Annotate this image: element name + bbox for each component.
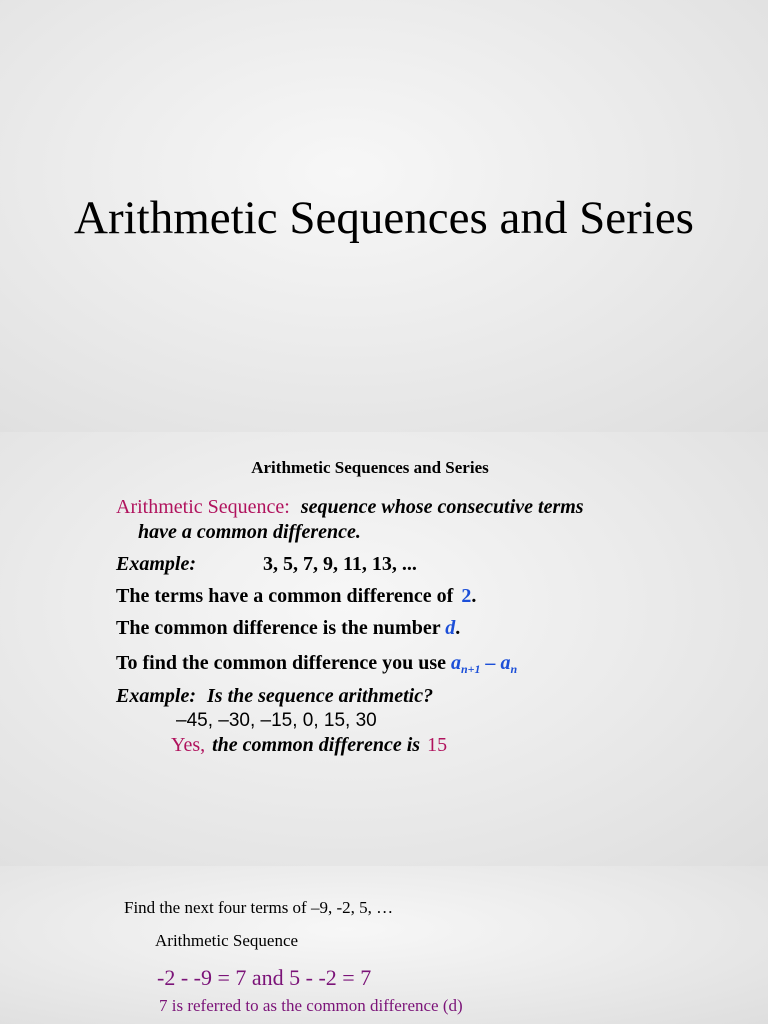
- example-2-terms: –45, –30, –15, 0, 15, 30: [176, 710, 377, 731]
- example-question: Is the sequence arithmetic?: [207, 685, 434, 707]
- answer-value: 15: [427, 734, 448, 756]
- example-label: Example:: [116, 553, 196, 575]
- answer-text: the common difference is: [212, 734, 421, 756]
- answer-line: [171, 733, 447, 757]
- slide-title: Arithmetic Sequences and Series: [74, 192, 694, 244]
- common-difference-text: The terms have a common difference of: [116, 585, 454, 607]
- formula-a: a: [451, 652, 461, 674]
- definition-slide: [0, 432, 768, 866]
- example-slide: [0, 866, 768, 1024]
- period: .: [471, 585, 477, 607]
- example-1-terms: 3, 5, 7, 9, 11, 13, ...: [263, 553, 417, 575]
- slide-heading: Arithmetic Sequences and Series: [251, 458, 489, 477]
- difference-calculation: -2 - -9 = 7 and 5 - -2 = 7: [157, 965, 372, 990]
- definition-text: sequence whose consecutive terms: [300, 496, 584, 518]
- formula-a: a: [500, 652, 511, 674]
- title-slide: [0, 0, 768, 432]
- d-symbol: d: [445, 617, 456, 639]
- definition-line-2: have a common difference.: [138, 521, 361, 543]
- common-difference-value: 2: [461, 585, 472, 607]
- number-d-text: The common difference is the number: [116, 617, 441, 639]
- formula-subscript: n+1: [461, 662, 481, 676]
- formula: [451, 652, 517, 674]
- formula-line: [116, 651, 517, 681]
- definition-line-1: [116, 495, 584, 519]
- formula-subscript: n: [510, 662, 518, 676]
- number-d-line: [116, 616, 460, 640]
- answer-yes: Yes,: [171, 734, 206, 756]
- example-2-line: [116, 684, 433, 708]
- arithmetic-sequence-label: Arithmetic Sequence: [155, 931, 299, 950]
- common-difference-line: [116, 584, 476, 608]
- example-label: Example:: [116, 685, 196, 707]
- definition-term: Arithmetic Sequence:: [116, 496, 290, 518]
- formula-minus: –: [480, 652, 501, 674]
- formula-text: To find the common difference you use: [116, 652, 446, 674]
- period: .: [455, 617, 461, 639]
- common-difference-note: 7 is referred to as the common difference (d): [159, 996, 463, 1015]
- example-1-line: [116, 552, 196, 576]
- find-next-terms-text: Find the next four terms of –9, -2, 5, …: [124, 898, 394, 917]
